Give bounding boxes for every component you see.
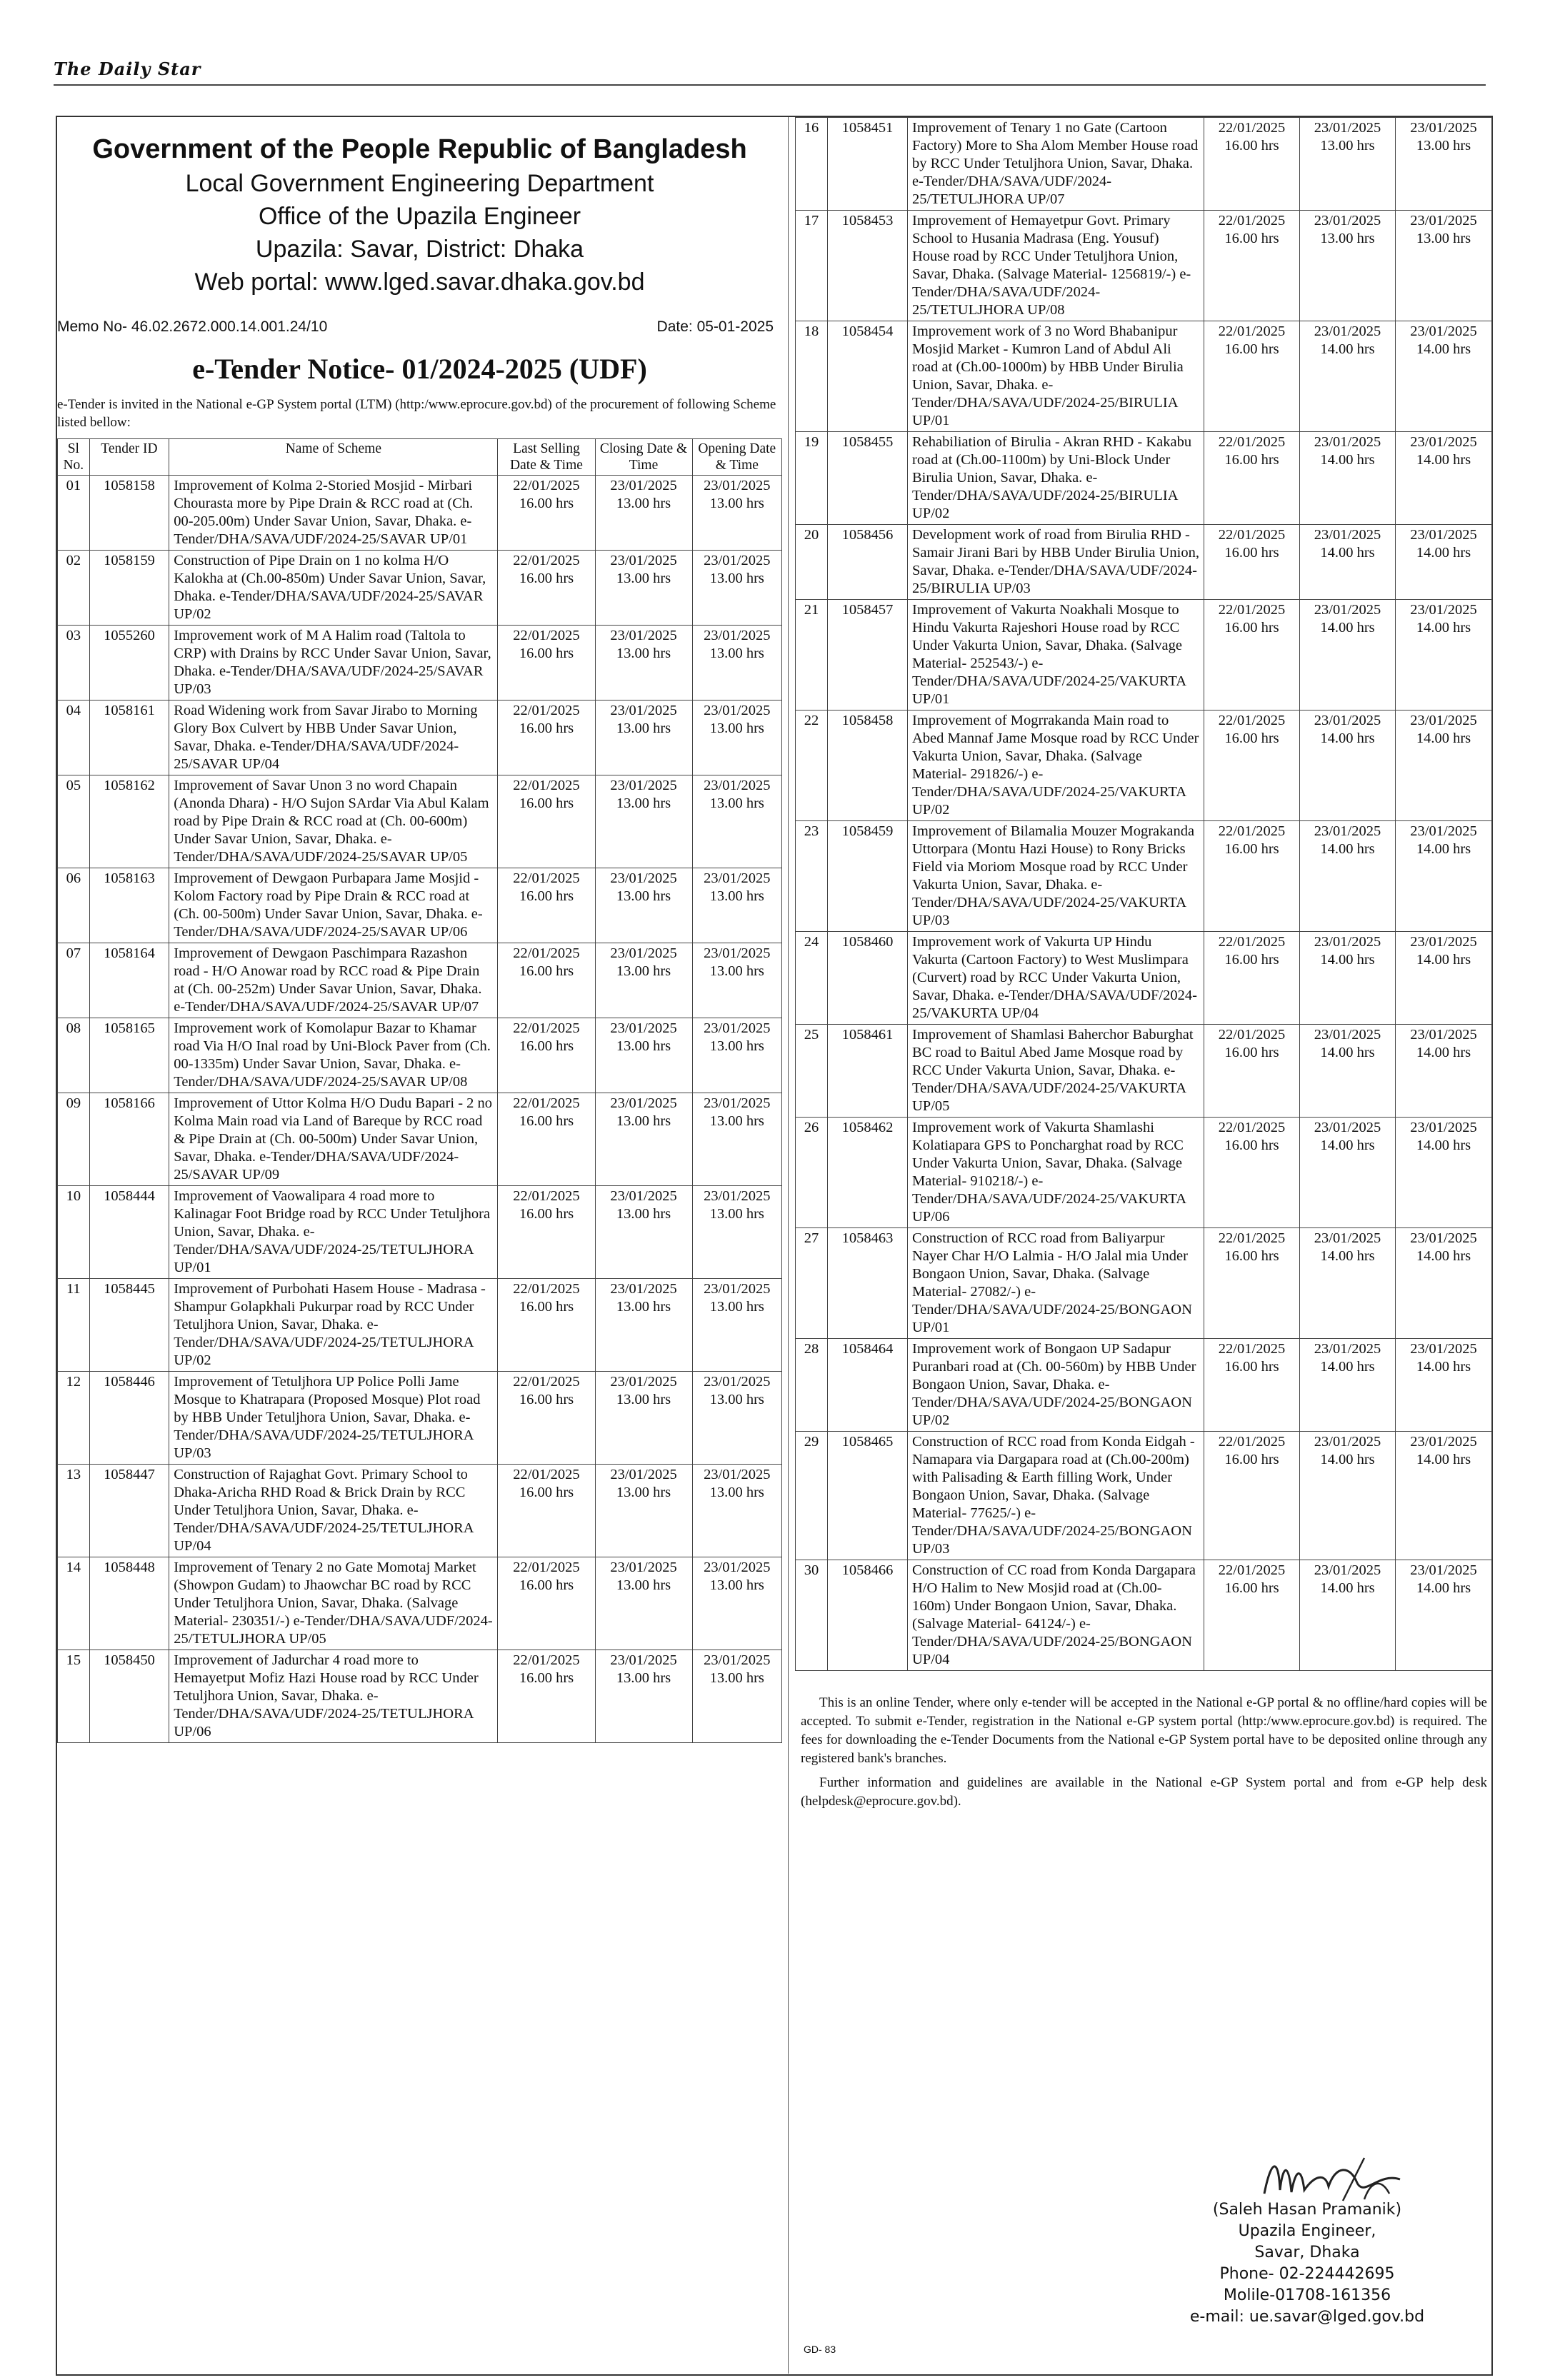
- cell-closing: 23/01/2025 13.00 hrs: [1300, 211, 1396, 321]
- cell-opening: 23/01/2025 14.00 hrs: [1396, 821, 1492, 932]
- notice-title: e-Tender Notice- 01/2024-2025 (UDF): [192, 353, 647, 385]
- cell-opening: 23/01/2025 14.00 hrs: [1396, 1560, 1492, 1671]
- column-divider: [788, 117, 789, 2374]
- cell-tender-id: 1058159: [89, 551, 169, 626]
- signatory-phone: Phone- 02-224442695: [1219, 2265, 1395, 2283]
- cell-scheme-name: Improvement work of Vakurta Shamlashi Kolatiapara GPS to Poncharghat road by RCC Under Vakurta Union, Savar, Dhaka. (Salvage Material- 910218/-) e-Tender/DHA/SAVA/UDF/2024-25/VAKURTA UP/06: [908, 1118, 1204, 1228]
- cell-opening: 23/01/2025 13.00 hrs: [692, 868, 781, 943]
- cell-scheme-name: Improvement work of 3 no Word Bhabanipur Mosjid Market - Kumron Land of Abdul Ali road at (Ch.00-1000m) by HBB Under Birulia Union, Savar, Dhaka. e-Tender/DHA/SAVA/UDF/2024-25/BIRULIA UP/01: [908, 321, 1204, 432]
- cell-opening: 23/01/2025 14.00 hrs: [1396, 321, 1492, 432]
- cell-last-selling: 22/01/2025 16.00 hrs: [1204, 525, 1300, 600]
- cell-opening: 23/01/2025 14.00 hrs: [1396, 1432, 1492, 1560]
- cell-tender-id: 1058448: [89, 1557, 169, 1650]
- cell-scheme-name: Improvement of Vaowalipara 4 road more to Kalinagar Foot Bridge road by RCC Under Tetuljhora Union, Savar, Dhaka. e-Tender/DHA/SAVA/UDF/2024-25/TETULJHORA UP/01: [169, 1186, 498, 1279]
- left-column: [57, 117, 782, 1743]
- cell-sl: 05: [58, 775, 90, 868]
- cell-last-selling: 22/01/2025 16.00 hrs: [1204, 1339, 1300, 1432]
- cell-closing: 23/01/2025 14.00 hrs: [1300, 1560, 1396, 1671]
- cell-tender-id: 1055260: [89, 626, 169, 701]
- header-closing: Closing Date & Time: [595, 439, 692, 476]
- cell-closing: 23/01/2025 13.00 hrs: [595, 1186, 692, 1279]
- cell-tender-id: 1058161: [89, 701, 169, 775]
- cell-scheme-name: Improvement of Dewgaon Purbapara Jame Mosjid - Kolom Factory road by Pipe Drain & RCC road at (Ch. 00-500m) Under Savar Union, Savar, Dhaka. e-Tender/DHA/SAVA/UDF/2024-25/SAVAR UP/06: [169, 868, 498, 943]
- cell-opening: 23/01/2025 13.00 hrs: [692, 626, 781, 701]
- table-row: [58, 551, 782, 626]
- signatory-mobile: Molile-01708-161356: [1223, 2286, 1391, 2304]
- table-row: [796, 600, 1492, 711]
- cell-scheme-name: Construction of Pipe Drain on 1 no kolma H/O Kalokha at (Ch.00-850m) Under Savar Union, Savar, Dhaka. e-Tender/DHA/SAVA/UDF/2024-25/SAVAR UP/02: [169, 551, 498, 626]
- cell-closing: 23/01/2025 13.00 hrs: [595, 775, 692, 868]
- cell-closing: 23/01/2025 14.00 hrs: [1300, 821, 1396, 932]
- cell-scheme-name: Improvement of Tetuljhora UP Police Polli Jame Mosque to Khatrapara (Proposed Mosque) Plot road by HBB Under Tetuljhora Union, Savar, Dhaka. e-Tender/DHA/SAVA/UDF/2024-25/TETULJHORA UP/03: [169, 1372, 498, 1465]
- cell-tender-id: 1058457: [828, 600, 908, 711]
- cell-tender-id: 1058462: [828, 1118, 908, 1228]
- upazila-title: Upazila: Savar, District: Dhaka: [255, 236, 584, 263]
- cell-closing: 23/01/2025 13.00 hrs: [595, 943, 692, 1018]
- cell-sl: 01: [58, 476, 90, 551]
- header-name: Name of Scheme: [169, 439, 498, 476]
- cell-opening: 23/01/2025 14.00 hrs: [1396, 932, 1492, 1025]
- cell-last-selling: 22/01/2025 16.00 hrs: [498, 1650, 595, 1743]
- cell-sl: 15: [58, 1650, 90, 1743]
- cell-closing: 23/01/2025 13.00 hrs: [595, 1557, 692, 1650]
- cell-closing: 23/01/2025 13.00 hrs: [595, 626, 692, 701]
- cell-last-selling: 22/01/2025 16.00 hrs: [1204, 932, 1300, 1025]
- cell-closing: 23/01/2025 13.00 hrs: [595, 868, 692, 943]
- cell-tender-id: 1058166: [89, 1093, 169, 1186]
- cell-opening: 23/01/2025 13.00 hrs: [692, 1186, 781, 1279]
- cell-last-selling: 22/01/2025 16.00 hrs: [1204, 1228, 1300, 1339]
- table-row: [796, 711, 1492, 821]
- cell-scheme-name: Construction of RCC road from Baliyarpur Nayer Char H/O Lalmia - H/O Jalal mia Under Bongaon Union, Savar, Dhaka. (Salvage Material- 27082/-) e-Tender/DHA/SAVA/UDF/2024-25/BONGAON UP/01: [908, 1228, 1204, 1339]
- cell-sl: 08: [58, 1018, 90, 1093]
- table-row: [796, 211, 1492, 321]
- web-portal: Web portal: www.lged.savar.dhaka.gov.bd: [194, 268, 645, 296]
- cell-sl: 06: [58, 868, 90, 943]
- cell-opening: 23/01/2025 14.00 hrs: [1396, 1118, 1492, 1228]
- table-row: [58, 775, 782, 868]
- cell-scheme-name: Improvement of Bilamalia Mouzer Mograkanda Uttorpara (Montu Hazi House) to Rony Bricks Field via Moriom Mosque road by RCC Under Vakurta Union, Savar, Dhaka. e-Tender/DHA/SAVA/UDF/2024-25/VAKURTA UP/03: [908, 821, 1204, 932]
- cell-opening: 23/01/2025 14.00 hrs: [1396, 1228, 1492, 1339]
- cell-opening: 23/01/2025 13.00 hrs: [692, 943, 781, 1018]
- cell-scheme-name: Rehabiliation of Birulia - Akran RHD - Kakabu road at (Ch.00-1100m) by Uni-Block Under Birulia Union, Savar, Dhaka. e-Tender/DHA/SAVA/UDF/2024-25/BIRULIA UP/02: [908, 432, 1204, 525]
- cell-last-selling: 22/01/2025 16.00 hrs: [1204, 1025, 1300, 1118]
- cell-last-selling: 22/01/2025 16.00 hrs: [498, 1186, 595, 1279]
- cell-last-selling: 22/01/2025 16.00 hrs: [498, 1018, 595, 1093]
- cell-tender-id: 1058458: [828, 711, 908, 821]
- signatory-designation: Upazila Engineer,: [1238, 2222, 1376, 2240]
- footer-note: [801, 1694, 1487, 1811]
- cell-last-selling: 22/01/2025 16.00 hrs: [1204, 432, 1300, 525]
- table-row: [796, 932, 1492, 1025]
- government-title: Government of the People Republic of Bangladesh: [92, 134, 747, 164]
- table-header-row: [58, 439, 782, 476]
- cell-tender-id: 1058463: [828, 1228, 908, 1339]
- signatory-name: (Saleh Hasan Pramanik): [1212, 2201, 1402, 2219]
- cell-last-selling: 22/01/2025 16.00 hrs: [498, 1279, 595, 1372]
- cell-tender-id: 1058163: [89, 868, 169, 943]
- cell-scheme-name: Construction of CC road from Konda Dargapara H/O Halim to New Mosjid road at (Ch.00-160m) Under Bongaon Union, Savar, Dhaka. (Salvage Material- 64124/-) e-Tender/DHA/SAVA/UDF/2024-25/BONGAON UP/04: [908, 1560, 1204, 1671]
- cell-opening: 23/01/2025 13.00 hrs: [1396, 211, 1492, 321]
- cell-last-selling: 22/01/2025 16.00 hrs: [1204, 321, 1300, 432]
- cell-scheme-name: Construction of RCC road from Konda Eidgah - Namapara via Dargapara road at (Ch.00-200m) with Palisading & Earth filling Work, Under Bongaon Union, Savar, Dhaka. (Salvage Material- 77625/-) e-Tender/DHA/SAVA/UDF/2024-25/BONGAON UP/03: [908, 1432, 1204, 1560]
- cell-opening: 23/01/2025 13.00 hrs: [692, 1650, 781, 1743]
- cell-last-selling: 22/01/2025 16.00 hrs: [1204, 600, 1300, 711]
- cell-closing: 23/01/2025 14.00 hrs: [1300, 1228, 1396, 1339]
- cell-last-selling: 22/01/2025 16.00 hrs: [498, 943, 595, 1018]
- cell-last-selling: 22/01/2025 16.00 hrs: [1204, 1560, 1300, 1671]
- table-row: [58, 476, 782, 551]
- cell-opening: 23/01/2025 13.00 hrs: [692, 775, 781, 868]
- cell-sl: 03: [58, 626, 90, 701]
- newspaper-masthead: The Daily Star: [54, 59, 201, 79]
- header-sl: Sl No.: [58, 439, 90, 476]
- cell-sl: 10: [58, 1186, 90, 1279]
- cell-tender-id: 1058453: [828, 211, 908, 321]
- cell-closing: 23/01/2025 13.00 hrs: [595, 1650, 692, 1743]
- cell-closing: 23/01/2025 13.00 hrs: [595, 1018, 692, 1093]
- cell-tender-id: 1058447: [89, 1465, 169, 1557]
- cell-closing: 23/01/2025 14.00 hrs: [1300, 1432, 1396, 1560]
- cell-sl: 20: [796, 525, 828, 600]
- header-last-selling: Last Selling Date & Time: [498, 439, 595, 476]
- tender-table-right: [795, 117, 1492, 1671]
- cell-opening: 23/01/2025 13.00 hrs: [692, 1279, 781, 1372]
- signature-block: [1129, 2199, 1486, 2328]
- intro-text: e-Tender is invited in the National e-GP System portal (LTM) (http:/www.eprocure.gov.bd) of the procurement of following Scheme listed bellow:: [57, 397, 776, 430]
- table-row: [796, 821, 1492, 932]
- cell-scheme-name: Improvement of Shamlasi Baherchor Baburghat BC road to Baitul Abed Jame Mosque road by RCC Under Vakurta Union, Savar, Dhaka. e-Tender/DHA/SAVA/UDF/2024-25/VAKURTA UP/05: [908, 1025, 1204, 1118]
- notice-header: [57, 117, 782, 298]
- cell-closing: 23/01/2025 14.00 hrs: [1300, 932, 1396, 1025]
- cell-opening: 23/01/2025 13.00 hrs: [692, 476, 781, 551]
- cell-scheme-name: Improvement work of Vakurta UP Hindu Vakurta (Cartoon Factory) to West Muslimpara (Curvert) road by RCC Under Vakurta Union, Savar, Dhaka. e-Tender/DHA/SAVA/UDF/2024-25/VAKURTA UP/04: [908, 932, 1204, 1025]
- header-tender-id: Tender ID: [89, 439, 169, 476]
- cell-sl: 25: [796, 1025, 828, 1118]
- cell-closing: 23/01/2025 14.00 hrs: [1300, 1339, 1396, 1432]
- cell-last-selling: 22/01/2025 16.00 hrs: [1204, 211, 1300, 321]
- cell-last-selling: 22/01/2025 16.00 hrs: [1204, 821, 1300, 932]
- cell-scheme-name: Improvement of Vakurta Noakhali Mosque to Hindu Vakurta Rajeshori House road by RCC Under Vakurta Union, Savar, Dhaka. (Salvage Material- 252543/-) e-Tender/DHA/SAVA/UDF/2024-25/VAKURTA UP/01: [908, 600, 1204, 711]
- cell-scheme-name: Improvement of Jadurchar 4 road more to Hemayetput Mofiz Hazi House road by RCC Under Tetuljhora Union, Savar, Dhaka. e-Tender/DHA/SAVA/UDF/2024-25/TETULJHORA UP/06: [169, 1650, 498, 1743]
- cell-scheme-name: Improvement of Hemayetpur Govt. Primary School to Husania Madrasa (Eng. Yousuf) House road by RCC Under Tetuljhora Union, Savar, Dhaka. (Salvage Material- 1256819/-) e-Tender/DHA/SAVA/UDF/2024-25/TETULJHORA UP/08: [908, 211, 1204, 321]
- table-row: [796, 118, 1492, 211]
- cell-scheme-name: Improvement work of M A Halim road (Taltola to CRP) with Drains by RCC Under Savar Union, Savar, Dhaka. e-Tender/DHA/SAVA/UDF/2024-25/SAVAR UP/03: [169, 626, 498, 701]
- cell-sl: 16: [796, 118, 828, 211]
- cell-sl: 04: [58, 701, 90, 775]
- cell-sl: 23: [796, 821, 828, 932]
- table-body-left: [58, 476, 782, 1743]
- cell-closing: 23/01/2025 14.00 hrs: [1300, 321, 1396, 432]
- cell-sl: 11: [58, 1279, 90, 1372]
- signatory-location: Savar, Dhaka: [1254, 2244, 1360, 2261]
- cell-closing: 23/01/2025 14.00 hrs: [1300, 1025, 1396, 1118]
- cell-tender-id: 1058165: [89, 1018, 169, 1093]
- cell-opening: 23/01/2025 13.00 hrs: [1396, 118, 1492, 211]
- cell-closing: 23/01/2025 13.00 hrs: [595, 476, 692, 551]
- cell-closing: 23/01/2025 13.00 hrs: [595, 1279, 692, 1372]
- cell-tender-id: 1058445: [89, 1279, 169, 1372]
- cell-last-selling: 22/01/2025 16.00 hrs: [498, 1465, 595, 1557]
- cell-last-selling: 22/01/2025 16.00 hrs: [498, 626, 595, 701]
- table-row: [796, 1339, 1492, 1432]
- cell-tender-id: 1058450: [89, 1650, 169, 1743]
- cell-opening: 23/01/2025 14.00 hrs: [1396, 1339, 1492, 1432]
- cell-opening: 23/01/2025 13.00 hrs: [692, 551, 781, 626]
- cell-sl: 24: [796, 932, 828, 1025]
- cell-sl: 14: [58, 1557, 90, 1650]
- cell-sl: 28: [796, 1339, 828, 1432]
- table-row: [58, 1372, 782, 1465]
- cell-tender-id: 1058464: [828, 1339, 908, 1432]
- cell-opening: 23/01/2025 13.00 hrs: [692, 1093, 781, 1186]
- footer-paragraph-1: This is an online Tender, where only e-tender will be accepted in the National e-GP portal & no offline/hard copies will be accepted. To submit e-Tender, registration in the National e-GP system portal (http:/www.eprocure.gov.bd) is required. The fees for downloading the e-Tender Documents from the National e-GP System portal have to be deposited online through any registered bank's branches.: [801, 1695, 1487, 1766]
- cell-sl: 18: [796, 321, 828, 432]
- table-row: [58, 626, 782, 701]
- table-body-right: [796, 118, 1492, 1671]
- cell-last-selling: 22/01/2025 16.00 hrs: [498, 1372, 595, 1465]
- table-row: [58, 1557, 782, 1650]
- table-row: [796, 321, 1492, 432]
- cell-scheme-name: Development work of road from Birulia RHD - Samair Jirani Bari by HBB Under Birulia Union, Savar, Dhaka. e-Tender/DHA/SAVA/UDF/2024-25/BIRULIA UP/03: [908, 525, 1204, 600]
- cell-tender-id: 1058162: [89, 775, 169, 868]
- table-row: [58, 1186, 782, 1279]
- cell-sl: 26: [796, 1118, 828, 1228]
- cell-sl: 21: [796, 600, 828, 711]
- table-row: [796, 525, 1492, 600]
- cell-sl: 30: [796, 1560, 828, 1671]
- cell-sl: 22: [796, 711, 828, 821]
- cell-opening: 23/01/2025 13.00 hrs: [692, 1372, 781, 1465]
- cell-closing: 23/01/2025 13.00 hrs: [595, 1465, 692, 1557]
- cell-opening: 23/01/2025 13.00 hrs: [692, 1018, 781, 1093]
- tender-table-left: [57, 438, 782, 1743]
- memo-row: [57, 318, 774, 336]
- cell-scheme-name: Improvement work of Bongaon UP Sadapur Puranbari road at (Ch. 00-560m) by HBB Under Bongaon Union, Savar, Dhaka. e-Tender/DHA/SAVA/UDF/2024-25/BONGAON UP/02: [908, 1339, 1204, 1432]
- cell-sl: 27: [796, 1228, 828, 1339]
- masthead-rule: [54, 84, 1486, 86]
- cell-opening: 23/01/2025 13.00 hrs: [692, 1557, 781, 1650]
- table-row: [58, 1650, 782, 1743]
- cell-tender-id: 1058466: [828, 1560, 908, 1671]
- cell-scheme-name: Improvement of Tenary 1 no Gate (Cartoon Factory) More to Sha Alom Member House road by RCC Under Tetuljhora Union, Savar, Dhaka. e-Tender/DHA/SAVA/UDF/2024-25/TETULJHORA UP/07: [908, 118, 1204, 211]
- cell-last-selling: 22/01/2025 16.00 hrs: [1204, 711, 1300, 821]
- cell-tender-id: 1058465: [828, 1432, 908, 1560]
- cell-opening: 23/01/2025 13.00 hrs: [692, 1465, 781, 1557]
- office-title: Office of the Upazila Engineer: [258, 203, 581, 230]
- cell-tender-id: 1058446: [89, 1372, 169, 1465]
- table-row: [58, 943, 782, 1018]
- cell-sl: 07: [58, 943, 90, 1018]
- cell-last-selling: 22/01/2025 16.00 hrs: [498, 1093, 595, 1186]
- cell-last-selling: 22/01/2025 16.00 hrs: [498, 868, 595, 943]
- cell-sl: 09: [58, 1093, 90, 1186]
- cell-tender-id: 1058459: [828, 821, 908, 932]
- cell-opening: 23/01/2025 13.00 hrs: [692, 701, 781, 775]
- cell-last-selling: 22/01/2025 16.00 hrs: [498, 551, 595, 626]
- cell-opening: 23/01/2025 14.00 hrs: [1396, 711, 1492, 821]
- cell-sl: 13: [58, 1465, 90, 1557]
- memo-number: Memo No- 46.02.2672.000.14.001.24/10: [57, 318, 328, 335]
- cell-tender-id: 1058456: [828, 525, 908, 600]
- table-row: [796, 1432, 1492, 1560]
- table-row: [796, 1118, 1492, 1228]
- table-row: [58, 1465, 782, 1557]
- cell-closing: 23/01/2025 13.00 hrs: [595, 551, 692, 626]
- cell-tender-id: 1058460: [828, 932, 908, 1025]
- cell-opening: 23/01/2025 14.00 hrs: [1396, 525, 1492, 600]
- notice-date: Date: 05-01-2025: [656, 318, 774, 335]
- cell-sl: 17: [796, 211, 828, 321]
- table-row: [58, 1093, 782, 1186]
- cell-closing: 23/01/2025 14.00 hrs: [1300, 600, 1396, 711]
- table-row: [796, 1228, 1492, 1339]
- cell-closing: 23/01/2025 14.00 hrs: [1300, 432, 1396, 525]
- cell-scheme-name: Improvement of Dewgaon Paschimpara Razashon road - H/O Anowar road by RCC road & Pipe Drain at (Ch. 00-252m) Under Savar Union, Savar, Dhaka. e-Tender/DHA/SAVA/UDF/2024-25/SAVAR UP/07: [169, 943, 498, 1018]
- cell-closing: 23/01/2025 14.00 hrs: [1300, 525, 1396, 600]
- cell-closing: 23/01/2025 14.00 hrs: [1300, 1118, 1396, 1228]
- cell-last-selling: 22/01/2025 16.00 hrs: [1204, 1432, 1300, 1560]
- cell-tender-id: 1058461: [828, 1025, 908, 1118]
- cell-opening: 23/01/2025 14.00 hrs: [1396, 432, 1492, 525]
- department-title: Local Government Engineering Department: [185, 170, 654, 197]
- cell-tender-id: 1058455: [828, 432, 908, 525]
- footer-paragraph-2: Further information and guidelines are available in the National e-GP System portal and from e-GP help desk (helpdesk@eprocure.gov.bd).: [801, 1775, 1487, 1809]
- table-row: [58, 1279, 782, 1372]
- cell-last-selling: 22/01/2025 16.00 hrs: [1204, 1118, 1300, 1228]
- cell-sl: 19: [796, 432, 828, 525]
- cell-tender-id: 1058451: [828, 118, 908, 211]
- cell-opening: 23/01/2025 14.00 hrs: [1396, 1025, 1492, 1118]
- cell-closing: 23/01/2025 13.00 hrs: [595, 1372, 692, 1465]
- cell-closing: 23/01/2025 13.00 hrs: [595, 701, 692, 775]
- cell-scheme-name: Improvement of Savar Unon 3 no word Chapain (Anonda Dhara) - H/O Sujon SArdar Via Abul Kalam road by Pipe Drain & RCC road at (Ch. 00-600m) Under Savar Union, Savar, Dhaka. e-Tender/DHA/SAVA/UDF/2024-25/SAVAR UP/05: [169, 775, 498, 868]
- cell-sl: 02: [58, 551, 90, 626]
- cell-last-selling: 22/01/2025 16.00 hrs: [498, 1557, 595, 1650]
- cell-last-selling: 22/01/2025 16.00 hrs: [498, 775, 595, 868]
- cell-scheme-name: Road Widening work from Savar Jirabo to Morning Glory Box Culvert by HBB Under Savar Union, Savar, Dhaka. e-Tender/DHA/SAVA/UDF/2024-25/SAVAR UP/04: [169, 701, 498, 775]
- cell-closing: 23/01/2025 13.00 hrs: [1300, 118, 1396, 211]
- cell-opening: 23/01/2025 14.00 hrs: [1396, 600, 1492, 711]
- cell-tender-id: 1058454: [828, 321, 908, 432]
- cell-sl: 29: [796, 1432, 828, 1560]
- right-column: [795, 117, 1491, 1817]
- cell-scheme-name: Improvement of Tenary 2 no Gate Momotaj Market (Showpon Gudam) to Jhaowchar BC road by RCC Under Tetuljhora Union, Savar, Dhaka. (Salvage Material- 230351/-) e-Tender/DHA/SAVA/UDF/2024-25/TETULJHORA UP/05: [169, 1557, 498, 1650]
- table-row: [58, 701, 782, 775]
- cell-closing: 23/01/2025 14.00 hrs: [1300, 711, 1396, 821]
- cell-last-selling: 22/01/2025 16.00 hrs: [498, 476, 595, 551]
- cell-scheme-name: Improvement of Purbohati Hasem House - Madrasa - Shampur Golapkhali Pukurpar road by RCC Under Tetuljhora Union, Savar, Dhaka. e-Tender/DHA/SAVA/UDF/2024-25/TETULJHORA UP/02: [169, 1279, 498, 1372]
- table-row: [58, 1018, 782, 1093]
- cell-last-selling: 22/01/2025 16.00 hrs: [1204, 118, 1300, 211]
- cell-scheme-name: Improvement of Uttor Kolma H/O Dudu Bapari - 2 no Kolma Main road via Land of Bareque by RCC road & Pipe Drain at (Ch. 00-500m) Under Savar Union, Savar, Dhaka. e-Tender/DHA/SAVA/UDF/2024-25/SAVAR UP/09: [169, 1093, 498, 1186]
- cell-last-selling: 22/01/2025 16.00 hrs: [498, 701, 595, 775]
- cell-sl: 12: [58, 1372, 90, 1465]
- signatory-email: e-mail: ue.savar@lged.gov.bd: [1189, 2308, 1425, 2326]
- table-row: [796, 1025, 1492, 1118]
- cell-scheme-name: Construction of Rajaghat Govt. Primary School to Dhaka-Aricha RHD Road & Brick Drain by RCC Under Tetuljhora Union, Savar, Dhaka. e-Tender/DHA/SAVA/UDF/2024-25/TETULJHORA UP/04: [169, 1465, 498, 1557]
- cell-scheme-name: Improvement of Kolma 2-Storied Mosjid - Mirbari Chourasta more by Pipe Drain & RCC road at (Ch. 00-205.00m) Under Savar Union, Savar, Dhaka. e-Tender/DHA/SAVA/UDF/2024-25/SAVAR UP/01: [169, 476, 498, 551]
- cell-tender-id: 1058444: [89, 1186, 169, 1279]
- cell-scheme-name: Improvement work of Komolapur Bazar to Khamar road Via H/O Inal road by Uni-Block Paver from (Ch. 00-1335m) Under Savar Union, Savar, Dhaka. e-Tender/DHA/SAVA/UDF/2024-25/SAVAR UP/08: [169, 1018, 498, 1093]
- cell-scheme-name: Improvement of Mogrrakanda Main road to Abed Mannaf Jame Mosque road by RCC Under Vakurta Union, Savar, Dhaka. (Salvage Material- 291826/-) e-Tender/DHA/SAVA/UDF/2024-25/VAKURTA UP/02: [908, 711, 1204, 821]
- table-row: [796, 1560, 1492, 1671]
- cell-tender-id: 1058158: [89, 476, 169, 551]
- gd-code: GD- 83: [804, 2344, 836, 2355]
- cell-tender-id: 1058164: [89, 943, 169, 1018]
- table-row: [58, 868, 782, 943]
- table-row: [796, 432, 1492, 525]
- cell-closing: 23/01/2025 13.00 hrs: [595, 1093, 692, 1186]
- header-opening: Opening Date & Time: [692, 439, 781, 476]
